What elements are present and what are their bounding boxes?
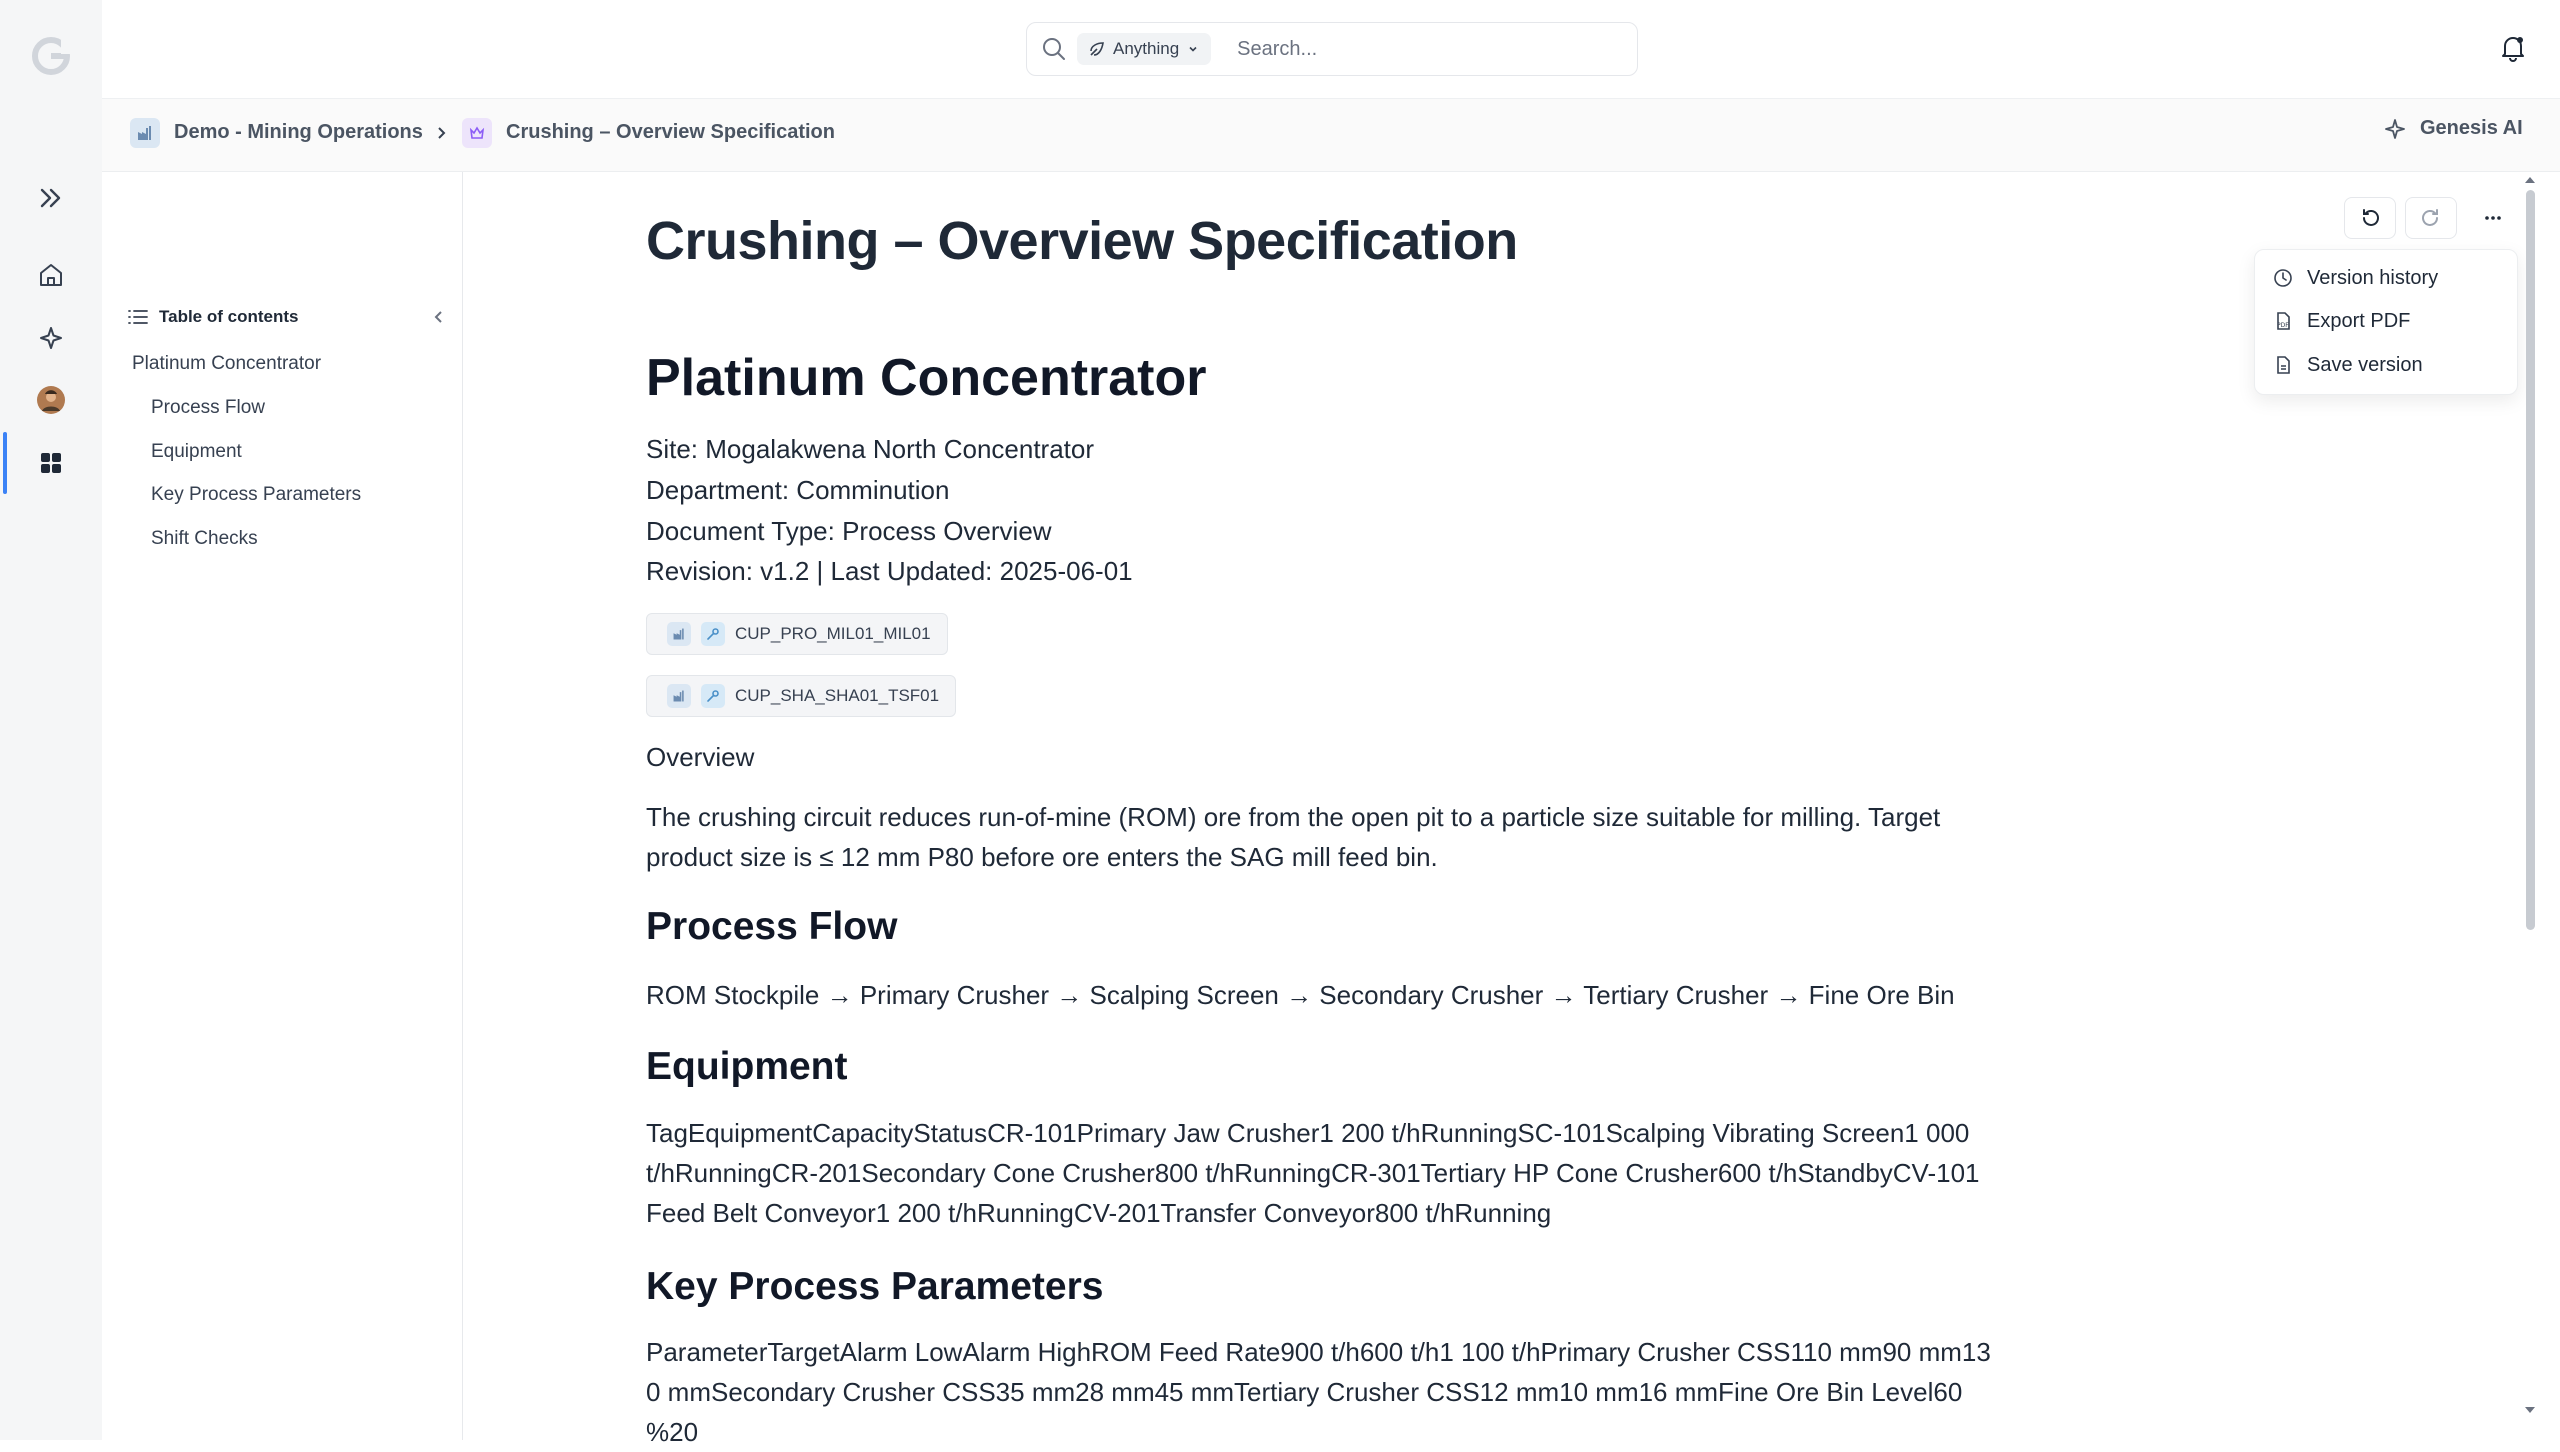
crown-icon	[462, 118, 492, 148]
asset-chip-label: CUP_PRO_MIL01_MIL01	[735, 624, 931, 643]
left-rail	[0, 0, 102, 1440]
genesis-ai-button[interactable]	[2384, 117, 2523, 140]
toc-item-equipment[interactable]: Equipment	[151, 441, 242, 462]
page-title[interactable]: Crushing – Overview Specification	[646, 211, 1518, 271]
scope-icon	[1089, 41, 1105, 57]
search-scope-label: Anything	[1113, 39, 1180, 58]
factory-icon	[667, 684, 691, 708]
wrench-icon	[701, 622, 725, 646]
toc-item-shift-checks[interactable]: Shift Checks	[151, 528, 258, 549]
toc-title: Table of contents	[159, 307, 299, 326]
heading-key-process-parameters[interactable]: Key Process Parameters	[646, 1265, 1104, 1308]
menu-item-version-history[interactable]	[2273, 263, 2438, 293]
search-input[interactable]	[1235, 37, 1619, 62]
parameters-paragraph[interactable]: ParameterTargetAlarm LowAlarm HighROM Feed Rate900 t/h600 t/h1 100 t/hPrimary Crusher CSS110 mm90 mm130 mmSecondary Crusher CSS35 mm28 mm45 mmTertiary Crusher CSS12 mm10 mm16 mmFine Ore Bin Level60 %20	[646, 1337, 1991, 1447]
pdf-icon	[2273, 311, 2293, 331]
breadcrumb	[102, 99, 2560, 172]
menu-item-save-version[interactable]	[2273, 350, 2423, 380]
toc-item-platinum-concentrator[interactable]: Platinum Concentrator	[132, 353, 322, 374]
meta-document-type[interactable]: Document Type: Process Overview	[646, 516, 1052, 546]
svg-text:PDF: PDF	[2277, 322, 2289, 329]
heading-equipment[interactable]: Equipment	[646, 1045, 848, 1088]
menu-item-label: Save version	[2307, 353, 2423, 376]
asset-chip[interactable]	[646, 613, 948, 655]
menu-item-export-pdf[interactable]	[2273, 306, 2410, 336]
asset-chip-label: CUP_SHA_SHA01_TSF01	[735, 686, 940, 705]
clock-icon	[2273, 268, 2293, 288]
toc-item-key-process-parameters[interactable]: Key Process Parameters	[151, 484, 362, 505]
apps-grid-icon[interactable]	[25, 437, 77, 489]
more-options-icon[interactable]	[2476, 203, 2510, 233]
collapse-toc-icon[interactable]	[430, 308, 448, 326]
expand-sidebar-icon[interactable]	[25, 172, 77, 224]
factory-icon	[130, 118, 160, 148]
scroll-down-arrow-icon[interactable]	[2524, 1406, 2536, 1414]
scrollbar-thumb[interactable]	[2526, 190, 2535, 930]
undo-button[interactable]	[2344, 197, 2396, 239]
redo-icon	[2420, 207, 2442, 229]
undo-icon	[2359, 207, 2381, 229]
file-icon	[2273, 355, 2293, 375]
overview-paragraph[interactable]: The crushing circuit reduces run-of-mine (ROM) ore from the open pit to a particle size suitable for milling. Target product size is ≤ 12 mm P80 before ore enters the SAG mill feed bin.	[646, 802, 1941, 872]
toc-item-process-flow[interactable]: Process Flow	[151, 397, 266, 418]
table-of-contents	[102, 172, 463, 1440]
global-search[interactable]	[1026, 22, 1638, 76]
breadcrumb-item-document[interactable]: Crushing – Overview Specification	[506, 121, 835, 143]
heading-process-flow[interactable]: Process Flow	[646, 905, 898, 948]
heading-platinum-concentrator[interactable]: Platinum Concentrator	[646, 349, 1207, 407]
more-options-menu	[2254, 249, 2518, 395]
menu-item-label: Version history	[2307, 266, 2439, 289]
meta-revision[interactable]: Revision: v1.2 | Last Updated: 2025-06-01	[646, 556, 1133, 586]
breadcrumb-item-project[interactable]: Demo - Mining Operations	[174, 121, 423, 143]
asset-chip[interactable]	[646, 675, 956, 717]
avatar[interactable]	[25, 374, 77, 426]
meta-site[interactable]: Site: Mogalakwena North Concentrator	[646, 434, 1095, 464]
genesis-ai-label: Genesis AI	[2420, 117, 2523, 139]
home-icon[interactable]	[25, 249, 77, 301]
wrench-icon	[701, 684, 725, 708]
scroll-up-arrow-icon[interactable]	[2524, 176, 2536, 184]
app-logo-icon[interactable]	[25, 30, 77, 82]
notifications-bell-icon[interactable]	[2500, 34, 2526, 62]
sparkle-ai-icon[interactable]	[25, 312, 77, 364]
menu-item-label: Export PDF	[2307, 309, 2411, 332]
equipment-paragraph[interactable]: TagEquipmentCapacityStatusCR-101Primary Jaw Crusher1 200 t/hRunningSC-101Scalping Vibrating Screen1 000 t/hRunningCR-201Secondary Cone Crusher800 t/hRunningCR-301Tertiary HP Cone Crusher600 t/hStandbyCV-101Feed Belt Conveyor1 200 t/hRunningCV-201Transfer Conveyor800 t/hRunning	[646, 1118, 1980, 1228]
meta-department[interactable]: Department: Comminution	[646, 475, 950, 505]
search-icon	[1041, 36, 1067, 62]
chevron-down-icon	[1187, 43, 1199, 55]
factory-icon	[667, 622, 691, 646]
chevron-right-icon	[432, 124, 450, 142]
process-flow-paragraph[interactable]: ROM Stockpile → Primary Crusher → Scalping Screen → Secondary Crusher → Tertiary Crusher → Fine Ore Bin	[646, 980, 1955, 1010]
active-indicator	[3, 432, 7, 494]
overview-label[interactable]: Overview	[646, 742, 755, 772]
sparkle-icon	[2384, 118, 2406, 140]
list-icon	[128, 308, 148, 326]
search-scope-dropdown[interactable]	[1077, 33, 1211, 65]
redo-button[interactable]	[2405, 197, 2457, 239]
